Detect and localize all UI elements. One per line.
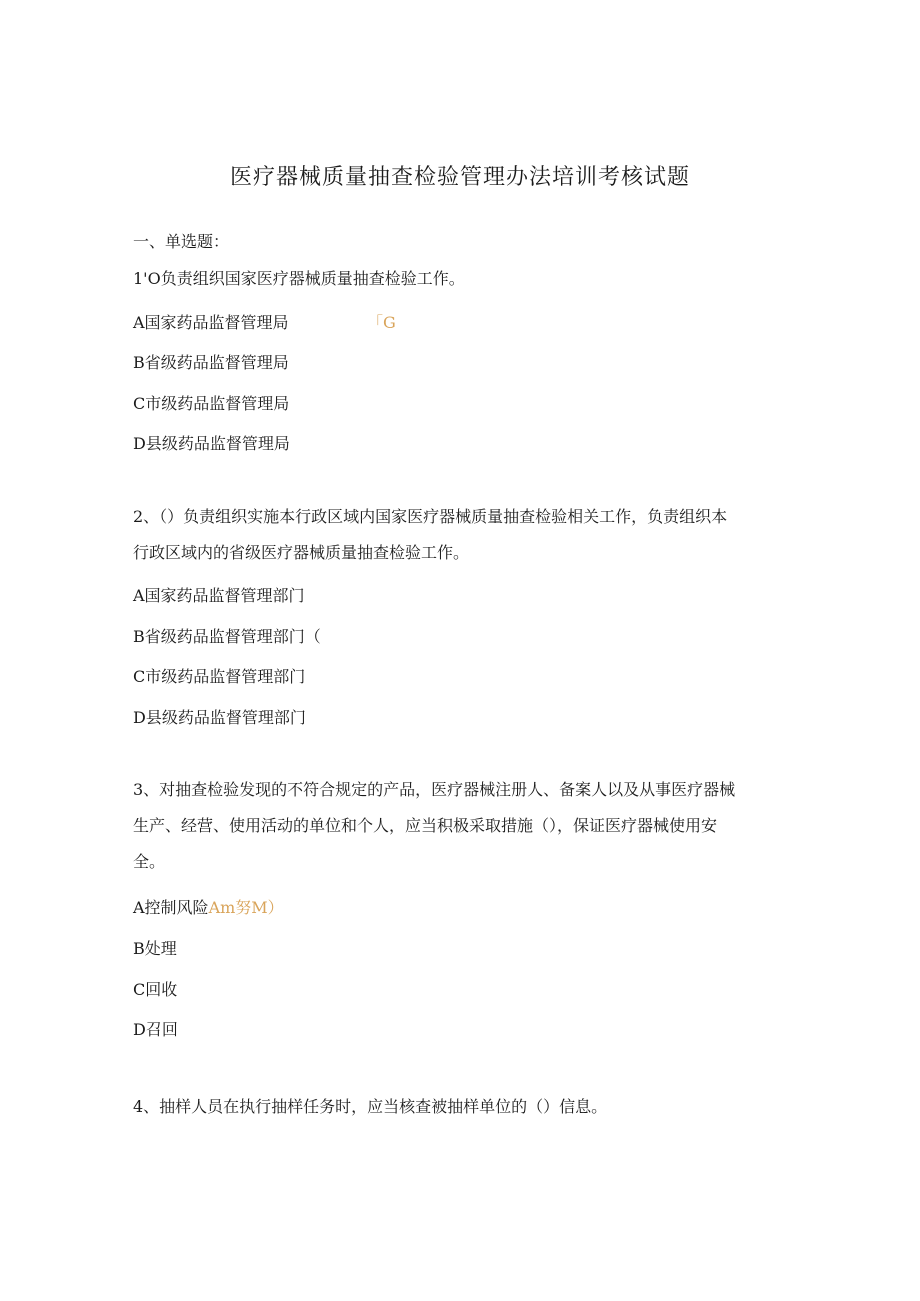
question-2-option-a: A国家药品监督管理部门 xyxy=(133,586,305,605)
question-3-option-d: D召回 xyxy=(133,1020,178,1039)
question-2-option-b: B省级药品监督管理部门（ xyxy=(133,627,321,646)
question-1-stem: 1'O负责组织国家医疗器械质量抽查检验工作。 xyxy=(133,269,465,288)
question-3-option-a-text: A控制风险 xyxy=(133,898,209,917)
question-2-stem-line-2: 行政区域内的省级医疗器械质量抽查检验工作。 xyxy=(133,543,470,562)
page-title: 医疗器械质量抽查检验管理办法培训考核试题 xyxy=(229,165,690,190)
question-1-option-a: A国家药品监督管理局 xyxy=(133,313,289,332)
question-3-handwritten-mark: Am努M） xyxy=(208,898,284,917)
question-2-option-d: D县级药品监督管理部门 xyxy=(133,708,306,727)
question-1-option-b: B省级药品监督管理局 xyxy=(133,353,289,372)
question-1-option-d: D县级药品监督管理局 xyxy=(133,434,290,453)
question-3-stem-line-2: 生产、经营、使用活动的单位和个人，应当积极采取措施（），保证医疗器械使用安 xyxy=(133,816,718,835)
question-2-stem-line-1: 2、（）负责组织实施本行政区域内国家医疗器械质量抽查检验相关工作，负责组织本 xyxy=(133,507,728,526)
question-3-stem-line-1: 3、对抽查检验发现的不符合规定的产品，医疗器械注册人、备案人以及从事医疗器械 xyxy=(133,780,736,799)
question-3-option-c: C回收 xyxy=(133,980,178,999)
question-3-option-b: B处理 xyxy=(133,939,177,958)
question-1-handwritten-mark: 「G xyxy=(367,313,396,332)
question-2-option-c: C市级药品监督管理部门 xyxy=(133,667,306,686)
question-3-stem-line-3: 全。 xyxy=(133,852,166,871)
question-4-stem: 4、抽样人员在执行抽样任务时，应当核查被抽样单位的（）信息。 xyxy=(133,1097,608,1116)
section-heading: 一、单选题： xyxy=(133,232,230,251)
question-1-option-c: C市级药品监督管理局 xyxy=(133,394,290,413)
question-3-option-a xyxy=(133,898,284,918)
